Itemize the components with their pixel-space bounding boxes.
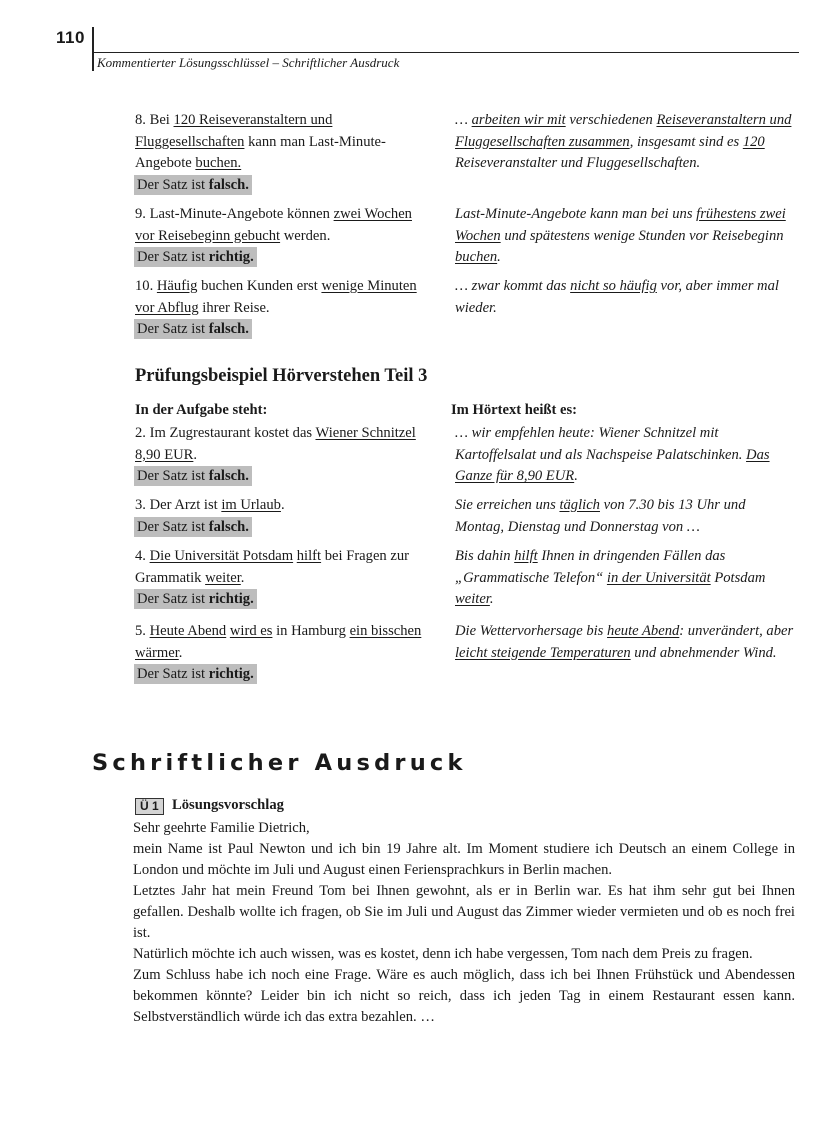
verdict-box: Der Satz ist falsch. [134,466,252,486]
answer-row [135,546,795,611]
underlined-phrase: Die Universität Potsdam [149,548,294,564]
audio-text: Last-Minute-Angebote kann man bei uns frühestens zwei Wochen und spätestens wenige Stunden vor Reisebeginn buchen. [455,206,786,265]
statement-text: 2. Im Zugrestaurant kostet das Wiener Schnitzel 8,90 EUR. [135,425,416,463]
answer-row [135,110,795,196]
task-statement [135,204,431,269]
verdict-box: Der Satz ist falsch. [134,517,252,537]
page-number: 110 [56,28,85,47]
left-column-header: In der Aufgabe steht: [135,402,268,418]
audio-text: Bis dahin hilft Ihnen in dringenden Fällen das „Grammatische Telefon“ in der Universität Potsdam weiter. [455,548,766,607]
underlined-phrase: arbeiten wir mit [471,112,566,128]
underlined-phrase: weiter [455,591,490,607]
underlined-phrase: täglich [559,497,600,513]
underlined-phrase: hilft [296,548,322,564]
answer-row [135,423,795,488]
answer-row [135,276,795,341]
verdict-value: richtig. [208,666,254,682]
underlined-phrase: frühestens zwei Wochen [455,206,786,244]
running-title: Kommentierter Lösungsschlüssel – Schriftlicher Ausdruck [97,55,400,70]
statement-text: 10. Häufig buchen Kunden erst wenige Minuten vor Abflug ihrer Reise. [135,278,417,316]
answer-row [135,495,795,538]
underlined-phrase: hilft [514,548,538,564]
verdict-value: falsch. [208,321,249,337]
statement-text: 5. Heute Abend wird es in Hamburg ein bisschen wärmer. [135,623,422,661]
right-column-header: Im Hörtext heißt es: [451,402,578,418]
verdict-value: falsch. [208,468,249,484]
task-statement [135,423,431,488]
statement-text: 3. Der Arzt ist im Urlaub. [135,497,285,513]
underlined-phrase: Fluggesellschaften [135,133,245,150]
audio-text: … wir empfehlen heute: Wiener Schnitzel mit Kartoffelsalat und als Nachspeise Palatschinken. Das Ganze für 8,90 EUR. [455,425,770,484]
underlined-phrase: 120 Reiseveranstaltern und [173,112,333,128]
underlined-phrase: buchen. [195,155,242,171]
audio-text: Die Wettervorhersage bis heute Abend: unverändert, aber leicht steigende Temperaturen und abnehmender Wind. [455,623,794,661]
underlined-phrase: wird es [229,623,273,639]
verdict-box: Der Satz ist richtig. [134,664,257,684]
audio-text: Sie erreichen uns täglich von 7.30 bis 13 Uhr und Montag, Dienstag und Donnerstag von … [455,497,746,535]
exercise-badge: Ü 1 [135,798,164,815]
task-statement [135,621,431,686]
solution-label: Lösungsvorschlag [172,797,284,813]
underlined-phrase: Wiener Schnitzel 8,90 EUR [135,425,416,463]
section-heading-teil3: Prüfungsbeispiel Hörverstehen Teil 3 [135,366,428,386]
verdict-box: Der Satz ist richtig. [134,589,257,609]
underlined-phrase: ein bisschen wärmer [135,623,422,661]
verdict-value: richtig. [208,249,254,265]
task-statement [135,546,431,611]
letter-paragraph: Letztes Jahr hat mein Freund Tom bei Ihnen gewohnt, als er in Berlin war. Es hat ihm sehr gut bei Ihnen gefallen. Deshalb wollte ich fragen, ob Sie im Juli und August das Zimmer wieder vermieten und ob es noch frei ist. [133,883,795,941]
underlined-phrase: buchen [455,249,498,265]
task-statement [135,495,431,538]
underlined-phrase: zwei Wochen vor Reisebeginn gebucht [135,206,412,244]
verdict-value: richtig. [208,591,254,607]
letter-paragraph: mein Name ist Paul Newton und ich bin 19 Jahre alt. Im Moment studiere ich Deutsch an einem College in London und möchte im Juli und August einen Feriensprachkurs in Berlin machen. [133,841,795,878]
underlined-phrase: Heute Abend [149,623,227,639]
underlined-phrase: heute Abend [607,623,680,639]
task-statement [135,276,431,341]
statement-text: 9. Last-Minute-Angebote können zwei Wochen vor Reisebeginn gebucht werden. [135,206,412,244]
letter-paragraph: Zum Schluss habe ich noch eine Frage. Wäre es auch möglich, dass ich bei Ihnen Frühstück und Abendessen bekommen könnte? Leider bin ich nicht so reich, dass ich jeden Tag in einem Restaurant essen kann. Selbstverständlich würde ich das extra bezahlen. … [133,967,795,1025]
task-statement [135,110,431,196]
header-vertical-rule [92,27,94,71]
verdict-box: Der Satz ist richtig. [134,247,257,267]
audio-text: … zwar kommt das nicht so häufig vor, aber immer mal wieder. [455,278,779,316]
underlined-phrase: 120 [742,133,765,150]
underlined-phrase: wenige Minuten vor Abflug [135,278,417,316]
underlined-phrase: im Urlaub [221,497,281,513]
section-heading-schriftlicher-ausdruck: Schriftlicher Ausdruck [92,750,467,776]
underlined-phrase: Das Ganze für 8,90 EUR [455,446,770,484]
verdict-value: falsch. [208,176,249,193]
answer-row [135,621,795,686]
letter-paragraph: Natürlich möchte ich auch wissen, was es kostet, denn ich habe vergessen, Tom nach dem Preis zu fragen. [133,946,753,962]
statement-text: 4. Die Universität Potsdam hilft bei Fragen zur Grammatik weiter. [135,548,410,586]
underlined-phrase: in der Universität [606,569,711,586]
underlined-phrase: Häufig [156,278,198,294]
underlined-phrase: leicht steigende Temperaturen [455,644,631,661]
statement-text: 8. Bei 120 Reiseveranstaltern und Fluggesellschaften kann man Last-Minute-Angebote buchen. [135,112,386,171]
letter-salutation: Sehr geehrte Familie Dietrich, [133,820,310,836]
underlined-phrase: weiter [205,569,241,586]
verdict-box: Der Satz ist falsch. [134,319,252,339]
verdict-box: Der Satz ist falsch. [134,175,252,195]
sample-letter [133,818,795,1028]
audio-text: … arbeiten wir mit verschiedenen Reiseveranstaltern und Fluggesellschaften zusammen, insgesamt sind es 120 Reiseveranstalter und Fluggesellschaften. [455,112,792,171]
header-rule [92,52,799,53]
underlined-phrase: Reiseveranstaltern und Fluggesellschaften zusammen [455,112,792,150]
underlined-phrase: nicht so häufig [570,278,657,294]
verdict-value: falsch. [208,518,249,535]
answer-row [135,204,795,269]
